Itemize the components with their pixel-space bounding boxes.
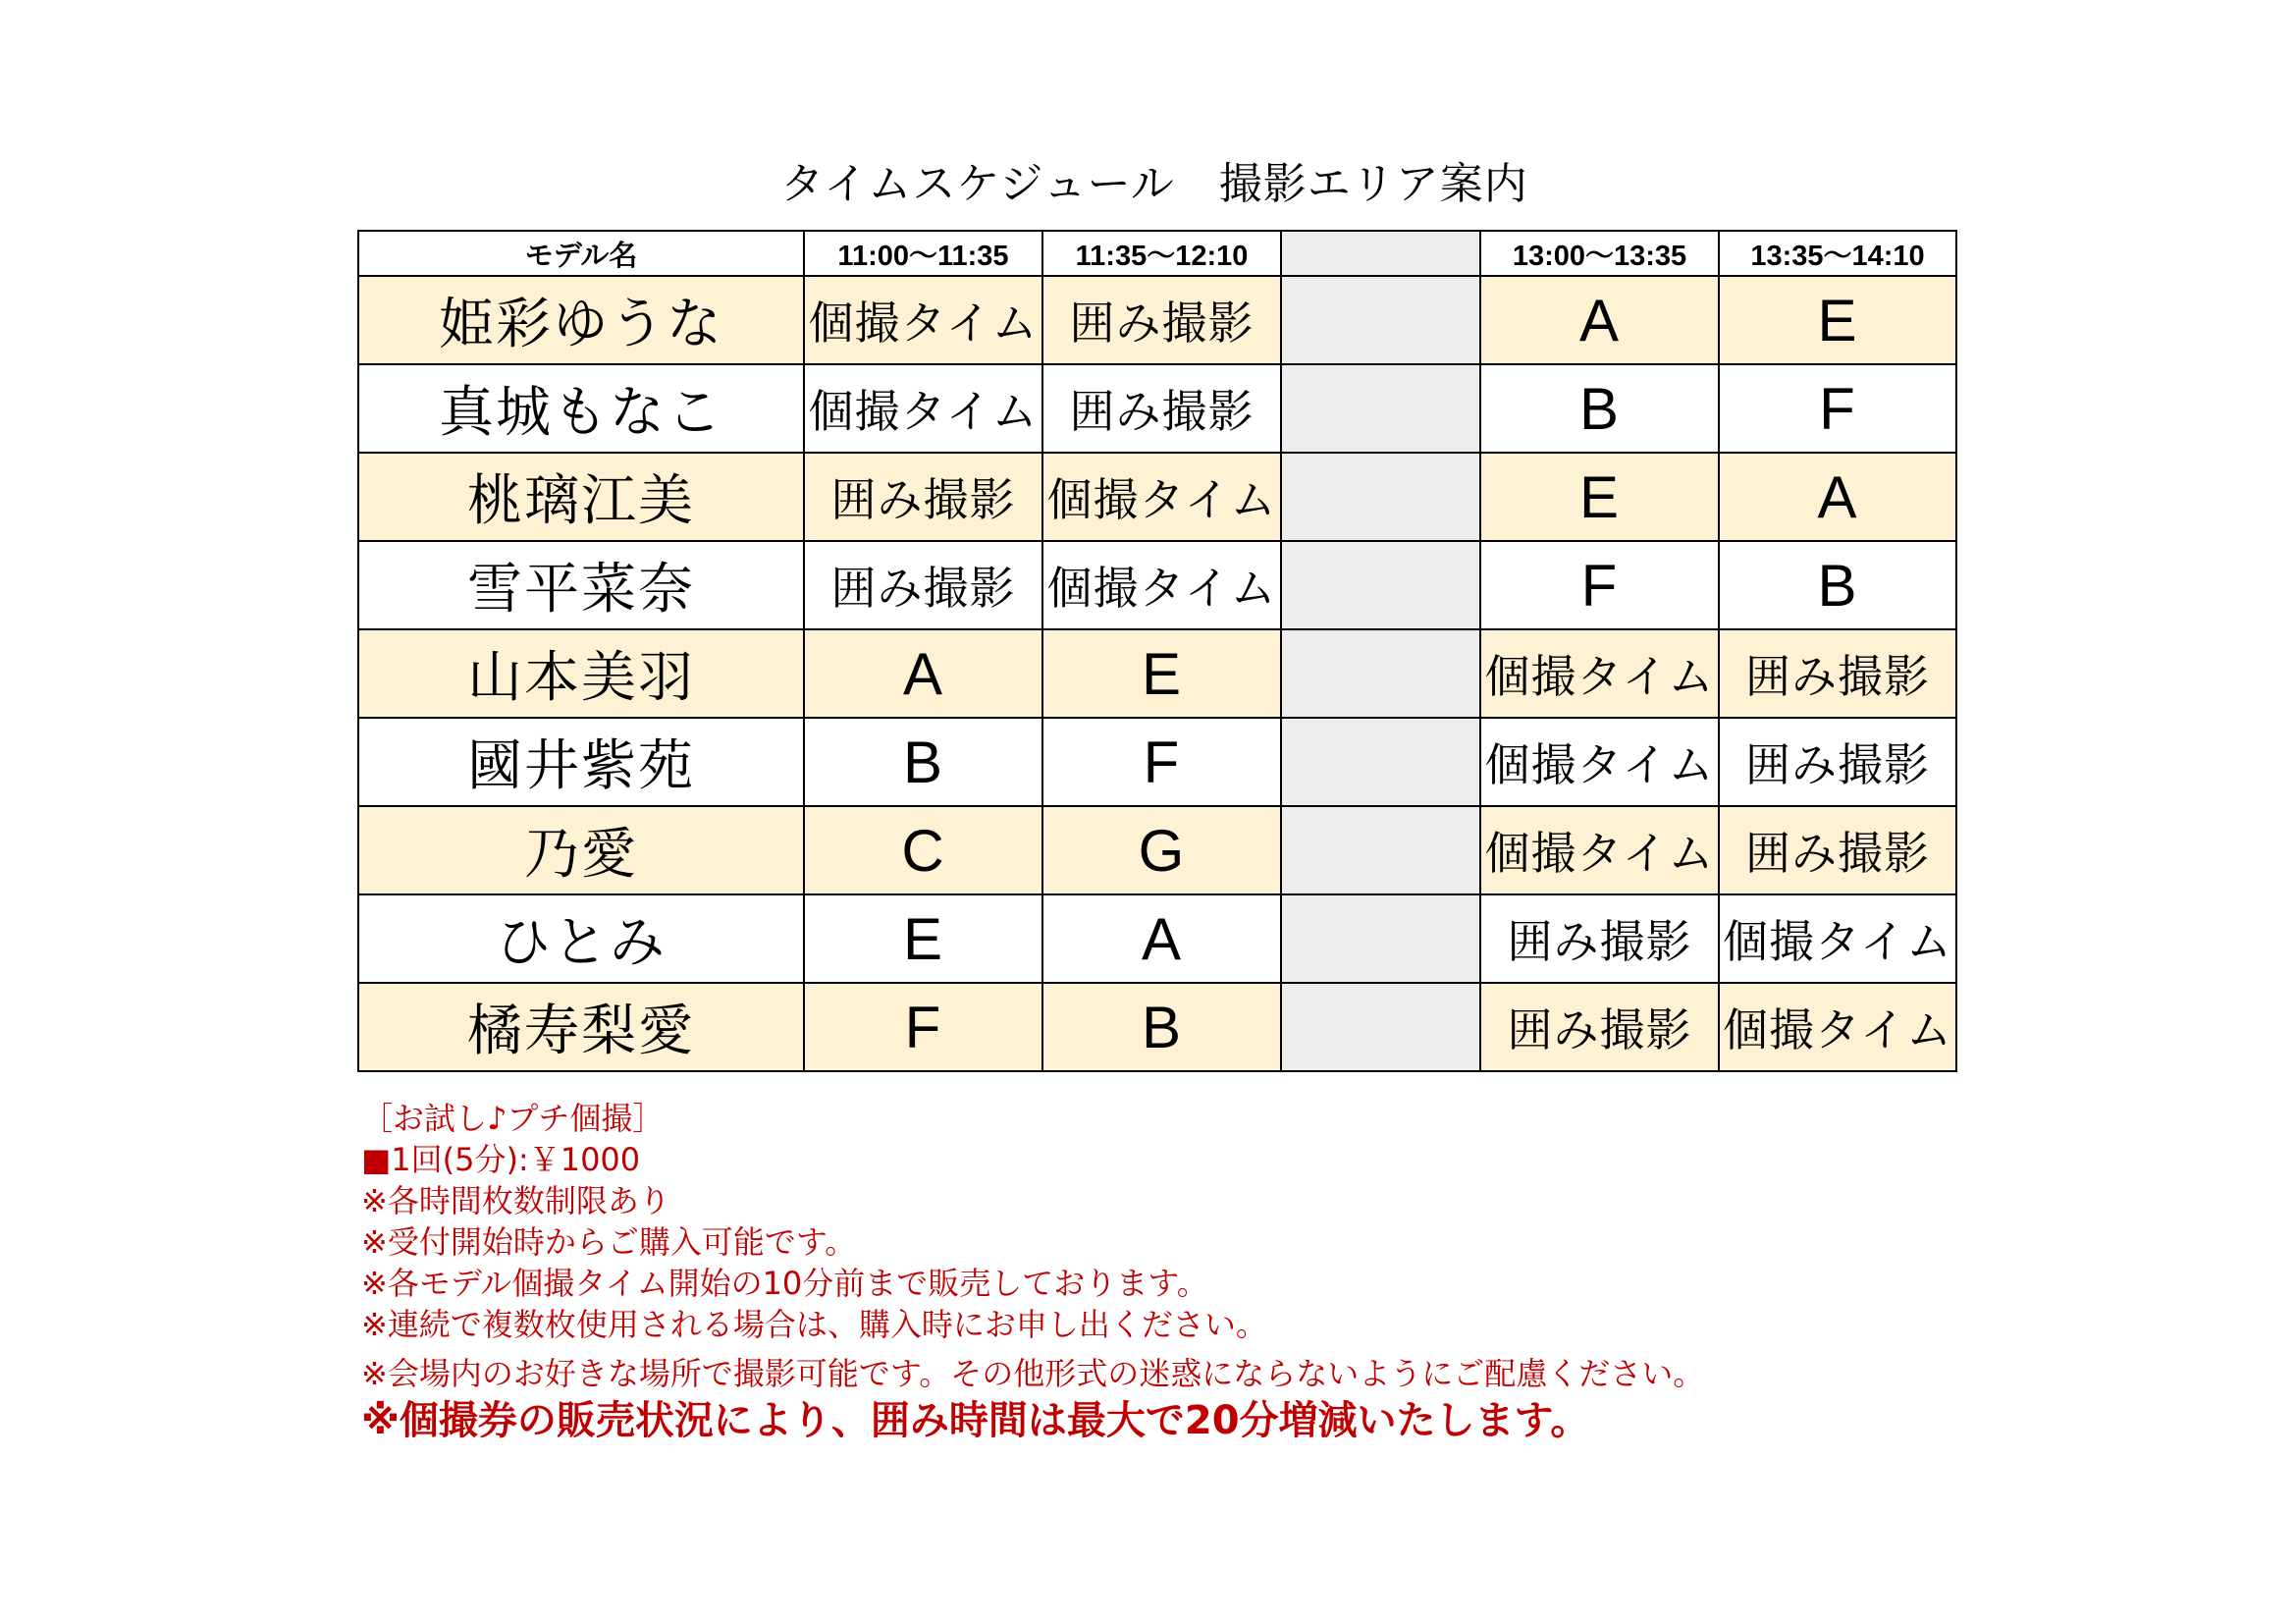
slot-cell: G (1042, 806, 1281, 894)
table-row (358, 718, 1956, 806)
page-title: タイムスケジュール 撮影エリア案内 (780, 159, 1528, 209)
model-name-cell: 山本美羽 (358, 629, 804, 718)
note-line: ※連続で複数枚使用される場合は、購入時にお申し出ください。 (361, 1306, 1267, 1343)
model-name-cell: ひとみ (358, 894, 804, 983)
header-model-name: モデル名 (358, 231, 804, 276)
slot-cell: 個撮タイム (804, 276, 1042, 364)
slot-cell: 個撮タイム (1719, 983, 1956, 1071)
slot-cell: B (1042, 983, 1281, 1071)
table-header-row (358, 231, 1956, 276)
slot-cell: F (1719, 364, 1956, 453)
slot-cell: F (804, 983, 1042, 1071)
note-line: ※会場内のお好きな場所で撮影可能です。その他形式の迷惑にならないようにご配慮ください。 (361, 1355, 1705, 1392)
note-line: ※受付開始時からご購入可能です。 (361, 1223, 857, 1261)
slot-cell: 囲み撮影 (1719, 629, 1956, 718)
note-emphasis: ※個撮券の販売状況により、囲み時間は最大で20分増減いたします。 (361, 1398, 1590, 1443)
slot-cell: 囲み撮影 (1480, 983, 1719, 1071)
slot-cell: 個撮タイム (1480, 718, 1719, 806)
notes-section (361, 1098, 1704, 1447)
notes-heading: ［お試し♪プチ個撮］ (361, 1100, 665, 1137)
header-slot-1: 11:00〜11:35 (804, 231, 1042, 276)
break-cell (1281, 806, 1480, 894)
break-cell (1281, 276, 1480, 364)
slot-cell: 個撮タイム (1042, 541, 1281, 629)
break-cell (1281, 364, 1480, 453)
slot-cell: E (1042, 629, 1281, 718)
slot-cell: 囲み撮影 (1042, 276, 1281, 364)
model-name-cell: 真城もなこ (358, 364, 804, 453)
slot-cell: B (804, 718, 1042, 806)
schedule-table (357, 230, 1957, 1072)
table-row (358, 983, 1956, 1071)
model-name-cell: 橘寿梨愛 (358, 983, 804, 1071)
slot-cell: C (804, 806, 1042, 894)
slot-cell: F (1480, 541, 1719, 629)
break-cell (1281, 983, 1480, 1071)
slot-cell: 囲み撮影 (1719, 718, 1956, 806)
slot-cell: F (1042, 718, 1281, 806)
model-name-cell: 桃璃江美 (358, 453, 804, 541)
slot-cell: 囲み撮影 (1042, 364, 1281, 453)
slot-cell: 個撮タイム (804, 364, 1042, 453)
slot-cell: 個撮タイム (1480, 806, 1719, 894)
slot-cell: 囲み撮影 (804, 453, 1042, 541)
slot-cell: 囲み撮影 (804, 541, 1042, 629)
table-row (358, 453, 1956, 541)
slot-cell: E (1719, 276, 1956, 364)
slot-cell: B (1719, 541, 1956, 629)
slot-cell: A (1719, 453, 1956, 541)
header-slot-4: 13:00〜13:35 (1480, 231, 1719, 276)
model-name-cell: 乃愛 (358, 806, 804, 894)
model-name-cell: 雪平菜奈 (358, 541, 804, 629)
slot-cell: 個撮タイム (1719, 894, 1956, 983)
slot-cell: 囲み撮影 (1480, 894, 1719, 983)
slot-cell: A (1042, 894, 1281, 983)
break-cell (1281, 541, 1480, 629)
slot-cell: 個撮タイム (1042, 453, 1281, 541)
break-cell (1281, 629, 1480, 718)
break-cell (1281, 718, 1480, 806)
header-break-slot (1281, 231, 1480, 276)
header-slot-5: 13:35〜14:10 (1719, 231, 1956, 276)
slot-cell: 個撮タイム (1480, 629, 1719, 718)
slot-cell: A (1480, 276, 1719, 364)
table-row (358, 541, 1956, 629)
table-row (358, 806, 1956, 894)
note-line: ※各時間枚数制限あり (361, 1182, 670, 1219)
slot-cell: 囲み撮影 (1719, 806, 1956, 894)
break-cell (1281, 894, 1480, 983)
table-row (358, 364, 1956, 453)
model-name-cell: 姫彩ゆうな (358, 276, 804, 364)
break-cell (1281, 453, 1480, 541)
slot-cell: A (804, 629, 1042, 718)
table-row (358, 276, 1956, 364)
table-row (358, 894, 1956, 983)
model-name-cell: 國井紫苑 (358, 718, 804, 806)
header-slot-2: 11:35〜12:10 (1042, 231, 1281, 276)
table-row (358, 629, 1956, 718)
note-line: ※各モデル個撮タイム開始の10分前まで販売しております。 (361, 1265, 1208, 1302)
slot-cell: E (804, 894, 1042, 983)
slot-cell: E (1480, 453, 1719, 541)
slot-cell: B (1480, 364, 1719, 453)
notes-price: ■1回(5分):￥1000 (361, 1141, 641, 1178)
